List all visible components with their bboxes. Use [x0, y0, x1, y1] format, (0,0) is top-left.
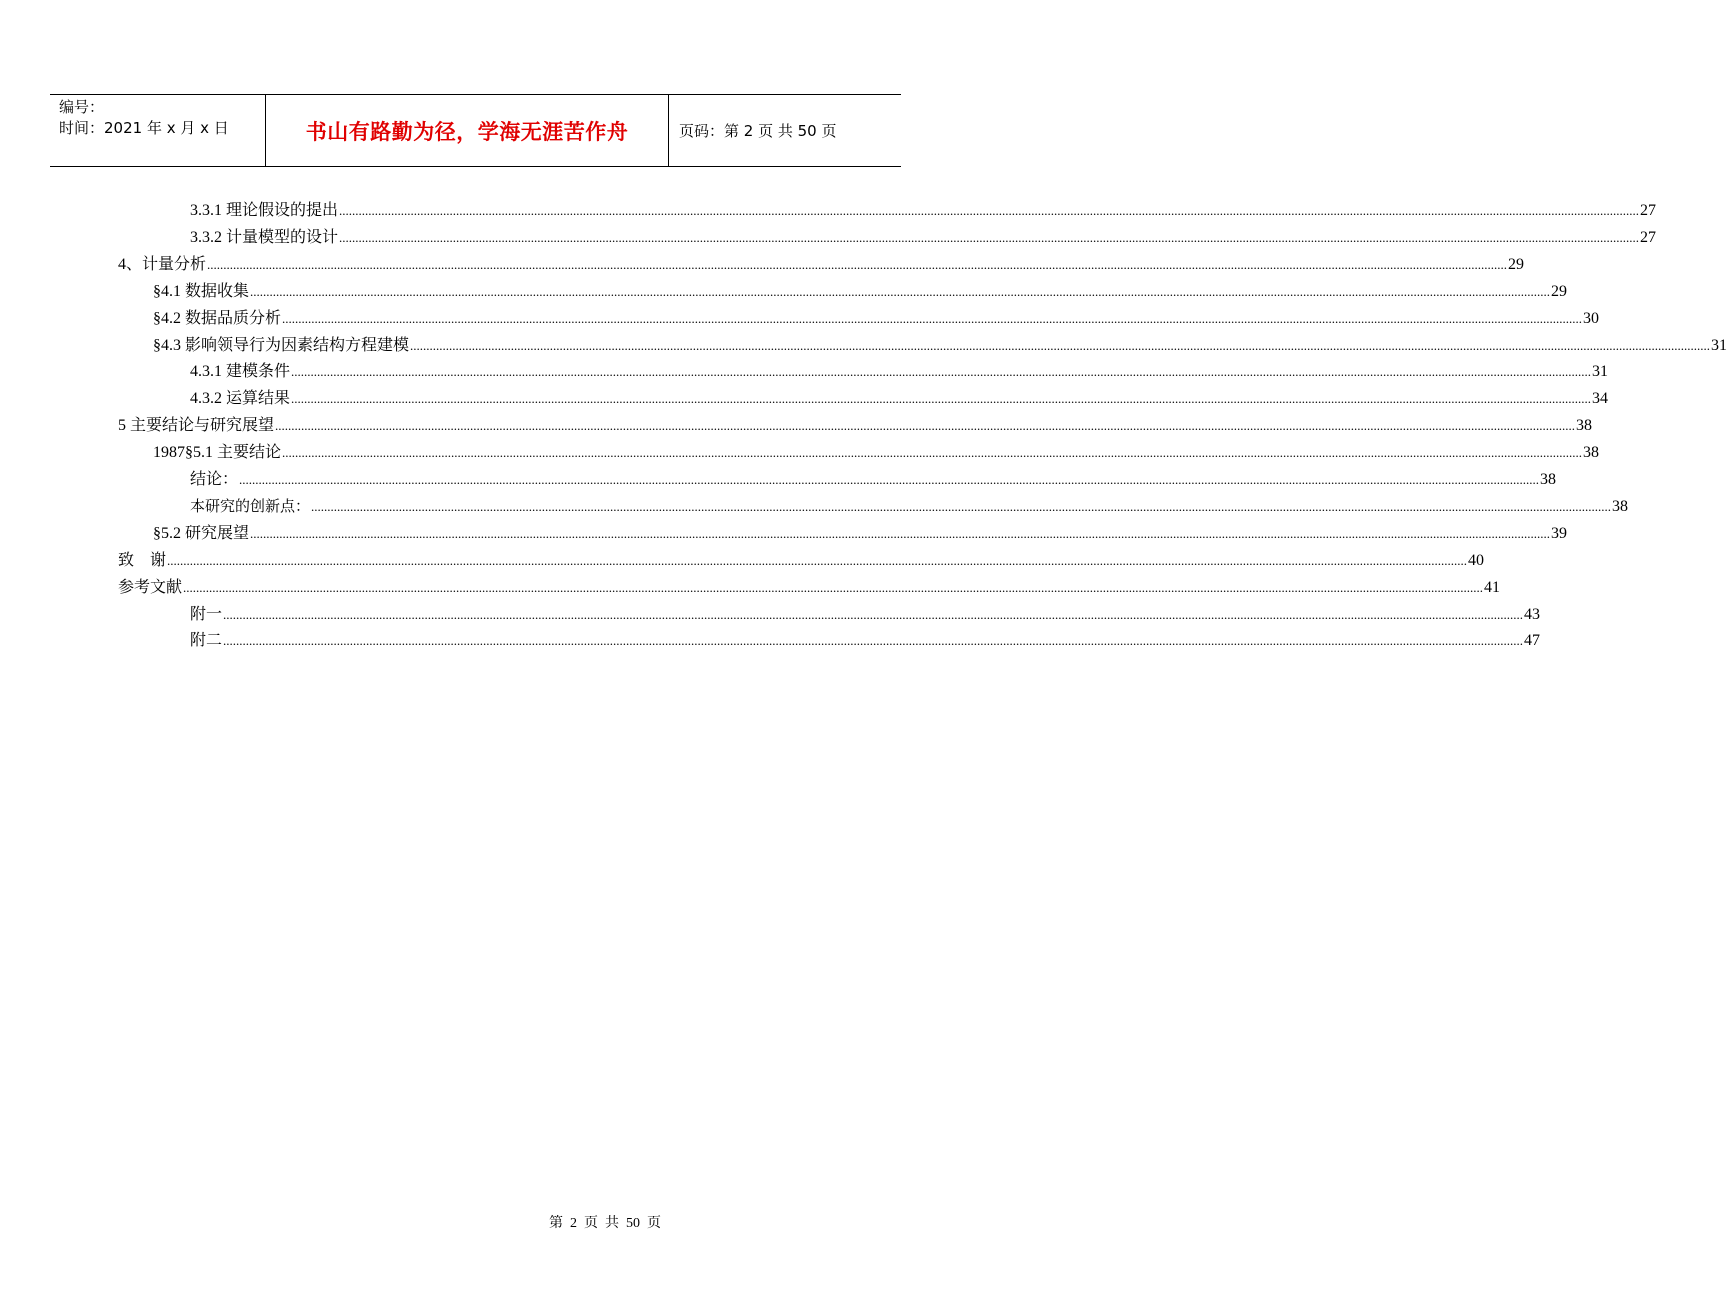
toc-leader-dots: ................................................................................................................................................................................................................................................................................................................................................................................................................ — [167, 552, 1468, 568]
header-motto-cell — [266, 95, 669, 166]
toc-entry[interactable] — [190, 224, 1657, 251]
toc-leader-dots: ................................................................................................................................................................................................................................................................................................................................................................................................................ — [183, 579, 1484, 595]
toc-entry-page: 38 — [1583, 444, 1600, 462]
toc-entry-label: 结论： — [190, 471, 239, 488]
toc-entry[interactable] — [118, 251, 1525, 278]
toc-entry-label: 附二 — [190, 632, 223, 650]
toc-entry-label: 4、计量分析 — [118, 255, 207, 273]
toc-leader-dots: ................................................................................................................................................................................................................................................................................................................................................................................................................ — [282, 310, 1583, 326]
toc-leader-dots: ................................................................................................................................................................................................................................................................................................................................................................................................................ — [282, 445, 1583, 461]
toc-leader-dots: ................................................................................................................................................................................................................................................................................................................................................................................................................ — [291, 391, 1592, 407]
toc-entry-label: 4.3.2 运算结果 — [190, 390, 291, 408]
toc-entry-label: 参考文献 — [118, 578, 183, 596]
toc-entry[interactable] — [190, 358, 1609, 385]
toc-entry-page: 31 — [1711, 336, 1727, 354]
toc-entry-page: 47 — [1524, 632, 1541, 650]
toc-entry[interactable] — [118, 574, 1501, 601]
toc-entry-page: 29 — [1508, 255, 1525, 273]
toc-entry-label: §4.1 数据收集 — [153, 282, 250, 300]
toc-entry-label: 1987§5.1 主要结论 — [153, 444, 282, 462]
toc-entry-page: 34 — [1592, 390, 1609, 408]
toc-entry-label: 附一 — [190, 605, 223, 623]
toc-entry[interactable] — [153, 305, 1600, 332]
toc-entry-page: 41 — [1484, 578, 1501, 596]
toc-leader-dots: ................................................................................................................................................................................................................................................................................................................................................................................................................ — [250, 283, 1551, 299]
toc-entry-page: 30 — [1583, 309, 1600, 327]
toc-entry-page: 43 — [1524, 605, 1541, 623]
toc-entry-page: 38 — [1576, 417, 1593, 435]
toc-entry-label: 本研究的创新点： — [190, 496, 311, 515]
toc-entry-label: 4.3.1 建模条件 — [190, 363, 291, 381]
toc-entry-page: 27 — [1640, 202, 1657, 219]
toc-entry[interactable] — [190, 627, 1541, 654]
toc-leader-dots: ................................................................................................................................................................................................................................................................................................................................................................................................................ — [311, 498, 1612, 514]
toc-leader-dots: ................................................................................................................................................................................................................................................................................................................................................................................................................ — [207, 256, 1508, 272]
toc-entry[interactable] — [190, 197, 1657, 224]
toc-entry[interactable] — [190, 466, 1557, 493]
toc-leader-dots: ................................................................................................................................................................................................................................................................................................................................................................................................................ — [223, 606, 1524, 622]
motto-text: 书山有路勤为径，学海无涯苦作舟 — [305, 119, 629, 144]
toc-entry[interactable] — [153, 520, 1568, 547]
footer-page-number: 第 2 页 共 50 页 — [549, 1216, 661, 1231]
toc-entry-page: 38 — [1540, 471, 1557, 488]
header-meta-cell — [50, 95, 266, 166]
serial-label: 编号： — [59, 98, 105, 116]
toc-leader-dots: ................................................................................................................................................................................................................................................................................................................................................................................................................ — [239, 472, 1540, 487]
toc-entry-label: 3.3.2 计量模型的设计 — [190, 228, 339, 246]
toc-entry[interactable] — [153, 332, 1727, 359]
page-info: 页码：第 2 页 共 50 页 — [679, 122, 837, 140]
toc-entry-page: 27 — [1640, 228, 1657, 246]
toc-entry-label: §4.2 数据品质分析 — [153, 309, 282, 327]
toc-entry-label: 致 谢 — [118, 551, 167, 569]
toc-leader-dots: ................................................................................................................................................................................................................................................................................................................................................................................................................ — [410, 337, 1711, 353]
toc-entry-label: §5.2 研究展望 — [153, 524, 250, 542]
toc-entry-page: 31 — [1592, 363, 1609, 381]
toc-entry-page: 38 — [1612, 497, 1629, 515]
toc-entry[interactable] — [118, 547, 1485, 574]
toc-entry-label: §4.3 影响领导行为因素结构方程建模 — [153, 336, 410, 354]
toc-entry-label: 3.3.1 理论假设的提出 — [190, 202, 339, 219]
toc-entry[interactable] — [190, 385, 1609, 412]
time-label: 时间：2021 年 x 月 x 日 — [59, 119, 229, 137]
page-header — [50, 94, 901, 167]
toc-entry[interactable] — [118, 412, 1593, 439]
toc-entry-label: 5 主要结论与研究展望 — [118, 417, 275, 435]
toc-leader-dots: ................................................................................................................................................................................................................................................................................................................................................................................................................ — [291, 364, 1592, 380]
toc-leader-dots: ................................................................................................................................................................................................................................................................................................................................................................................................................ — [339, 203, 1640, 218]
toc-leader-dots: ................................................................................................................................................................................................................................................................................................................................................................................................................ — [250, 525, 1551, 541]
toc-entry[interactable] — [190, 493, 1629, 520]
toc-leader-dots: ................................................................................................................................................................................................................................................................................................................................................................................................................ — [339, 229, 1640, 245]
toc-entry-page: 39 — [1551, 524, 1568, 542]
toc-entry[interactable] — [190, 601, 1541, 628]
toc-leader-dots: ................................................................................................................................................................................................................................................................................................................................................................................................................ — [223, 633, 1524, 649]
toc-entry-page: 40 — [1468, 551, 1485, 569]
header-page-cell — [669, 95, 901, 166]
toc-leader-dots: ................................................................................................................................................................................................................................................................................................................................................................................................................ — [275, 418, 1576, 434]
toc-entry[interactable] — [153, 278, 1568, 305]
page-footer — [0, 1212, 950, 1232]
toc-entry[interactable] — [153, 439, 1600, 466]
toc-entry-page: 29 — [1551, 282, 1568, 300]
